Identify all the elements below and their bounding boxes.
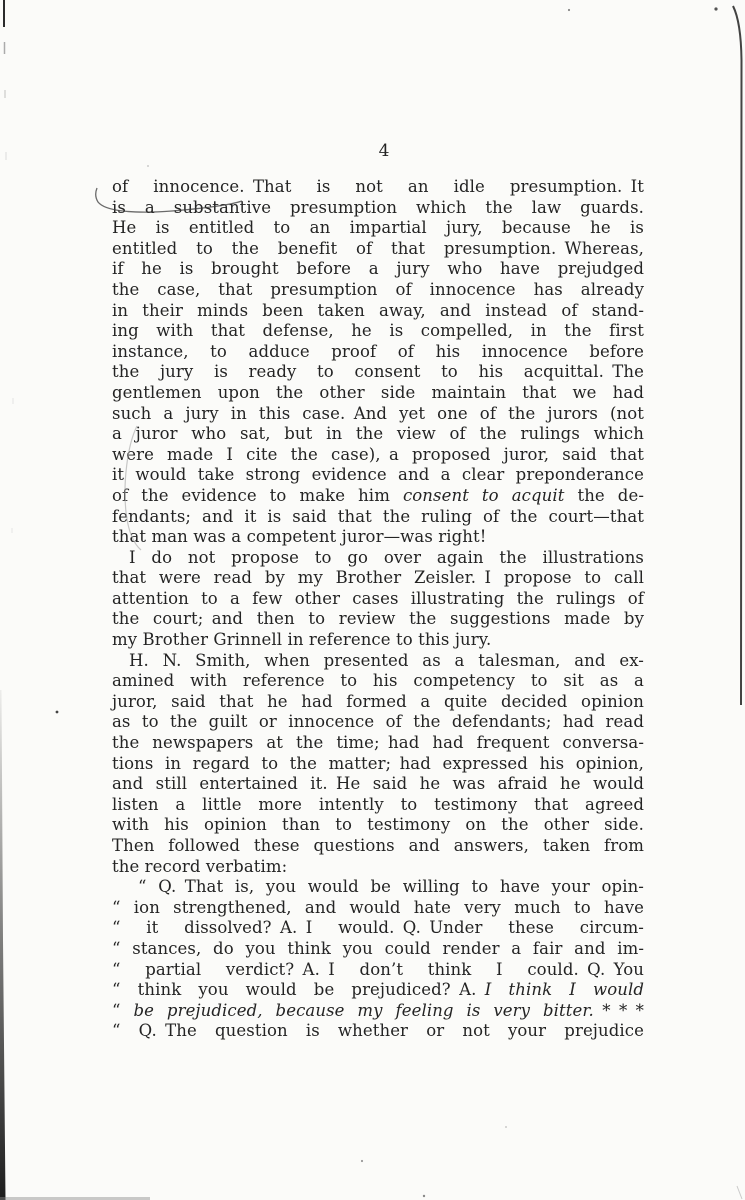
- text-line: [112, 795, 644, 816]
- text-run: and still entertained it. He said he was afraid he would: [112, 774, 644, 794]
- text-run: a juror who sat, but in the view of the rulings which: [112, 424, 644, 444]
- text-run: “: [112, 1000, 134, 1020]
- text-run: that were read by my Brother Zeisler. I propose to call: [112, 568, 644, 588]
- text-line: [112, 857, 644, 878]
- text-run: I do not propose to go over again the illustrations: [129, 547, 644, 567]
- text-line: [112, 239, 644, 260]
- page-edge-line-right: [733, 6, 742, 705]
- text-run: if he is brought before a jury who have prejudged: [112, 259, 644, 279]
- text-line: [112, 362, 644, 383]
- italic-text-run: be prejudiced, because my feeling is very bitter.: [133, 1000, 594, 1020]
- text-line: [112, 465, 644, 486]
- text-run: in their minds been taken away, and instead of stand-: [112, 300, 644, 320]
- text-run: is a substantive presumption which the law guards.: [112, 197, 644, 217]
- text-run: the court; and then to review the suggestions made by: [112, 609, 644, 629]
- scan-speck: [505, 1126, 507, 1128]
- text-run: gentlemen upon the other side maintain that we had: [112, 382, 644, 402]
- text-run: juror, said that he had formed a quite decided opinion: [112, 691, 644, 711]
- bottom-edge-sliver: [737, 1186, 742, 1199]
- text-line: [112, 692, 644, 713]
- text-line: [112, 527, 644, 548]
- text-run: “ partial verdict? A. I don’t think I could. Q. You: [112, 959, 644, 979]
- text-block: [112, 177, 644, 1042]
- text-line: [112, 1021, 644, 1042]
- text-line: [112, 404, 644, 425]
- text-run: of the evidence to make him: [112, 485, 403, 505]
- text-line: [112, 259, 644, 280]
- text-run: as to the guilt or innocence of the defendants; had read: [112, 712, 644, 732]
- text-run: with his opinion than to testimony on the other side.: [112, 815, 644, 835]
- text-run: “ Q. That is, you would be willing to have your opin-: [138, 877, 644, 897]
- text-line: [112, 877, 644, 898]
- scan-speck: [361, 1160, 363, 1162]
- text-run: H. N. Smith, when presented as a talesman, and ex-: [129, 650, 644, 670]
- italic-text-run: consent to acquit: [402, 485, 565, 505]
- text-line: [112, 507, 644, 528]
- text-line: [112, 424, 644, 445]
- text-run: * * *: [593, 1000, 644, 1020]
- text-line: [112, 918, 644, 939]
- text-run: Then followed these questions and answers, taken from: [112, 836, 644, 855]
- text-line: [112, 960, 644, 981]
- text-run: were made I cite the case), a proposed juror, said that: [112, 444, 644, 464]
- text-line: [112, 198, 644, 219]
- text-run: He is entitled to an impartial jury, because he is: [112, 218, 644, 238]
- text-line: [112, 712, 644, 733]
- text-line: [112, 321, 644, 342]
- text-run: the record verbatim:: [112, 856, 288, 876]
- text-run: the jury is ready to consent to his acquittal. The: [112, 362, 644, 382]
- text-run: amined with reference to his competency to sit as a: [112, 671, 644, 691]
- text-line: [112, 754, 644, 775]
- text-run: “ think you would be prejudiced? A.: [112, 980, 485, 1000]
- text-line: [112, 980, 644, 1001]
- text-run: such a jury in this case. And yet one of the jurors (not: [112, 403, 644, 423]
- text-line: [112, 815, 644, 836]
- text-line: [112, 836, 644, 857]
- text-line: [112, 177, 644, 198]
- text-line: [112, 774, 644, 795]
- text-line: [112, 280, 644, 301]
- spine-shadow-left: [0, 690, 6, 1200]
- text-run: my Brother Grinnell in reference to this jury.: [112, 630, 492, 650]
- text-run: the newspapers at the time; had had frequent conversa-: [112, 733, 644, 753]
- text-line: [112, 548, 644, 569]
- text-line: [112, 486, 644, 507]
- scan-speck: [147, 165, 149, 167]
- paragraph: [112, 548, 644, 651]
- text-line: [112, 733, 644, 754]
- text-line: [112, 609, 644, 630]
- text-run: “ ion strengthened, and would hate very much to have: [112, 897, 644, 917]
- text-line: [112, 651, 644, 672]
- text-line: [112, 630, 644, 651]
- text-line: [112, 342, 644, 363]
- text-run: the case, that presumption of innocence has already: [112, 279, 644, 299]
- scan-speck: [714, 7, 717, 10]
- text-line: [112, 1001, 644, 1022]
- scan-speck: [423, 1195, 425, 1197]
- text-run: entitled to the benefit of that presumption. Whereas,: [112, 238, 644, 258]
- page-number: 4: [378, 141, 390, 161]
- scan-speck: [56, 711, 59, 714]
- text-line: [112, 383, 644, 404]
- text-line: [112, 898, 644, 919]
- text-run: of innocence. That is not an idle presumption. It: [112, 177, 644, 196]
- scan-speck: [568, 9, 570, 11]
- text-line: [112, 568, 644, 589]
- text-run: attention to a few other cases illustrating the rulings of: [112, 588, 644, 608]
- text-line: [112, 301, 644, 322]
- text-line: [112, 445, 644, 466]
- text-run: it would take strong evidence and a clear preponderance: [112, 465, 644, 485]
- text-run: tions in regard to the matter; had expressed his opinion,: [112, 753, 644, 773]
- text-run: the de-: [564, 485, 644, 505]
- text-run: ing with that defense, he is compelled, in the first: [112, 321, 644, 341]
- text-run: fendants; and it is said that the ruling of the court—that: [112, 506, 644, 526]
- text-line: [112, 589, 644, 610]
- paragraph: [112, 177, 644, 548]
- text-run: that man was a competent juror—was right!: [112, 527, 487, 547]
- italic-text-run: I think I would: [484, 980, 645, 1000]
- text-line: [112, 939, 644, 960]
- paragraph: [112, 877, 644, 1042]
- text-run: listen a little more intently to testimony that agreed: [112, 794, 644, 814]
- text-run: “ Q. The question is whether or not your prejudice: [112, 1021, 644, 1041]
- text-run: “ stances, do you think you could render a fair and im-: [112, 938, 644, 958]
- text-line: [112, 671, 644, 692]
- paragraph: [112, 651, 644, 878]
- text-run: instance, to adduce proof of his innocence before: [112, 341, 644, 361]
- text-line: [112, 218, 644, 239]
- text-run: “ it dissolved? A. I would. Q. Under these circum-: [112, 918, 644, 938]
